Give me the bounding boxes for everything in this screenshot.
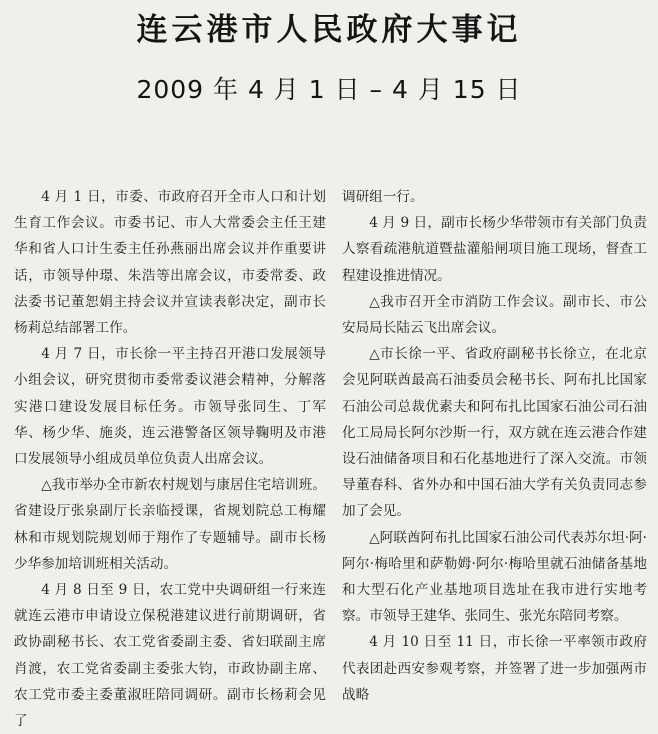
paragraph: 4 月 1 日，市委、市政府召开全市人口和计划生育工作会议。市委书记、市人大常委会主任王建华和省人口计生委主任孙燕丽出席会议并作重要讲话，市领导仲璟、朱浩等出席会议，市委常委、政法委书记董恕娟主持会议并宣读表彰决定，副市长杨莉总结部署工作。 — [14, 189, 326, 337]
paragraph: △市长徐一平、省政府副秘书长徐立，在北京会见阿联酋最高石油委员会秘书长、阿布扎比国家石油公司总裁优素夫和阿布扎比国家石油公司石油化工局局长阿尔沙斯一行，双方就在连云港合作建设石油储备项目和石化基地进行了深入交流。市领导董春科、省外办和中国石油大学有关负责同志参加了会见。 — [342, 346, 647, 520]
paragraph-continuation: 调研组一行。 — [342, 189, 424, 205]
date-range-subtitle: 2009 年 4 月 1 日 – 4 月 15 日 — [136, 75, 522, 104]
page-title: 连云港市人民政府大事记 — [136, 12, 522, 48]
paragraph: △阿联酋阿布扎比国家石油公司代表苏尔坦·阿·阿尔·梅哈里和萨勒姆·阿尔·梅哈里就石油储备基地和大型石化产业基地项目选址在我市进行实地考察。市领导王建华、张同生、张光东陪同考察。 — [342, 529, 647, 625]
paragraph: 4 月 10 日至 11 日，市长徐一平率领市政府代表团赴西安参观考察，并签署了进一步加强两市战略 — [342, 634, 647, 703]
paragraph: 4 月 9 日，副市长杨少华带领市有关部门负责人察看疏港航道暨盐灌船闸项目施工现场，督查工程建设推进情况。 — [342, 215, 647, 284]
paragraph: 4 月 8 日至 9 日，农工党中央调研组一行来连就连云港市申请设立保税港建议进行前期调研，省政协副秘书长、农工党省委副主委、省妇联副主席肖渡，农工党省委副主委张大钧，市政协副主席、农工党市委主委董淑旺陪同调研。副市长杨莉会见了 — [14, 582, 326, 730]
paragraph: △我市召开全市消防工作会议。副市长、市公安局局长陆云飞出席会议。 — [342, 293, 647, 337]
paragraph: △我市举办全市新农村规划与康居住宅培训班。省建设厅张泉副厅长亲临授课，省规划院总工梅耀林和市规划院规划师于翔作了专题辅导。副市长杨少华参加培训班相关活动。 — [14, 477, 326, 572]
paragraph: 4 月 7 日，市长徐一平主持召开港口发展领导小组会议，研究贯彻市委常委议港会精神，分解落实港口建设发展目标任务。市领导张同生、丁军华、杨少华、施炎，连云港警备区领导鞠明及市港口发展领导小组成员单位负责人出席会议。 — [14, 346, 326, 468]
right-column — [342, 184, 647, 708]
left-column — [14, 184, 326, 734]
